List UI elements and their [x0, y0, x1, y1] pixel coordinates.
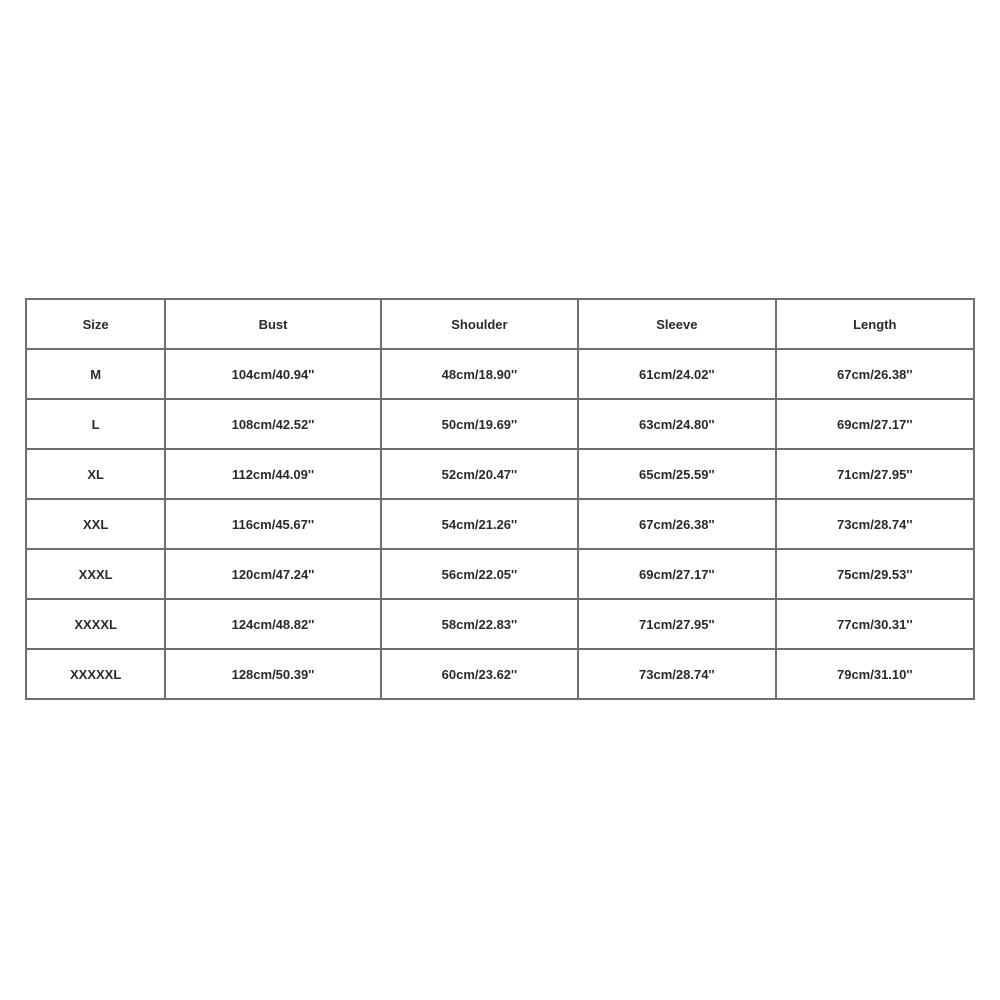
cell-bust: 128cm/50.39''	[165, 649, 380, 699]
cell-sleeve: 63cm/24.80''	[578, 399, 775, 449]
table-row	[26, 449, 974, 499]
header-size: Size	[26, 299, 165, 349]
table-row	[26, 649, 974, 699]
table-row	[26, 549, 974, 599]
cell-length: 75cm/29.53''	[776, 549, 974, 599]
cell-shoulder: 56cm/22.05''	[381, 549, 578, 599]
cell-sleeve: 67cm/26.38''	[578, 499, 775, 549]
table-row	[26, 349, 974, 399]
cell-size: XXL	[26, 499, 165, 549]
cell-bust: 116cm/45.67''	[165, 499, 380, 549]
cell-length: 69cm/27.17''	[776, 399, 974, 449]
cell-sleeve: 65cm/25.59''	[578, 449, 775, 499]
header-sleeve: Sleeve	[578, 299, 775, 349]
size-chart-table	[25, 298, 975, 700]
cell-size: XL	[26, 449, 165, 499]
cell-size: XXXL	[26, 549, 165, 599]
cell-length: 79cm/31.10''	[776, 649, 974, 699]
cell-bust: 112cm/44.09''	[165, 449, 380, 499]
cell-shoulder: 52cm/20.47''	[381, 449, 578, 499]
cell-length: 71cm/27.95''	[776, 449, 974, 499]
cell-shoulder: 48cm/18.90''	[381, 349, 578, 399]
table-row	[26, 599, 974, 649]
cell-length: 73cm/28.74''	[776, 499, 974, 549]
cell-sleeve: 71cm/27.95''	[578, 599, 775, 649]
cell-sleeve: 61cm/24.02''	[578, 349, 775, 399]
cell-size: XXXXXL	[26, 649, 165, 699]
cell-length: 67cm/26.38''	[776, 349, 974, 399]
cell-sleeve: 69cm/27.17''	[578, 549, 775, 599]
cell-bust: 108cm/42.52''	[165, 399, 380, 449]
header-bust: Bust	[165, 299, 380, 349]
cell-size: XXXXL	[26, 599, 165, 649]
table-header-row	[26, 299, 974, 349]
header-length: Length	[776, 299, 974, 349]
cell-bust: 124cm/48.82''	[165, 599, 380, 649]
cell-size: L	[26, 399, 165, 449]
cell-bust: 120cm/47.24''	[165, 549, 380, 599]
cell-size: M	[26, 349, 165, 399]
table-row	[26, 399, 974, 449]
cell-shoulder: 60cm/23.62''	[381, 649, 578, 699]
table-row	[26, 499, 974, 549]
cell-bust: 104cm/40.94''	[165, 349, 380, 399]
cell-length: 77cm/30.31''	[776, 599, 974, 649]
cell-shoulder: 58cm/22.83''	[381, 599, 578, 649]
header-shoulder: Shoulder	[381, 299, 578, 349]
cell-shoulder: 54cm/21.26''	[381, 499, 578, 549]
cell-sleeve: 73cm/28.74''	[578, 649, 775, 699]
cell-shoulder: 50cm/19.69''	[381, 399, 578, 449]
